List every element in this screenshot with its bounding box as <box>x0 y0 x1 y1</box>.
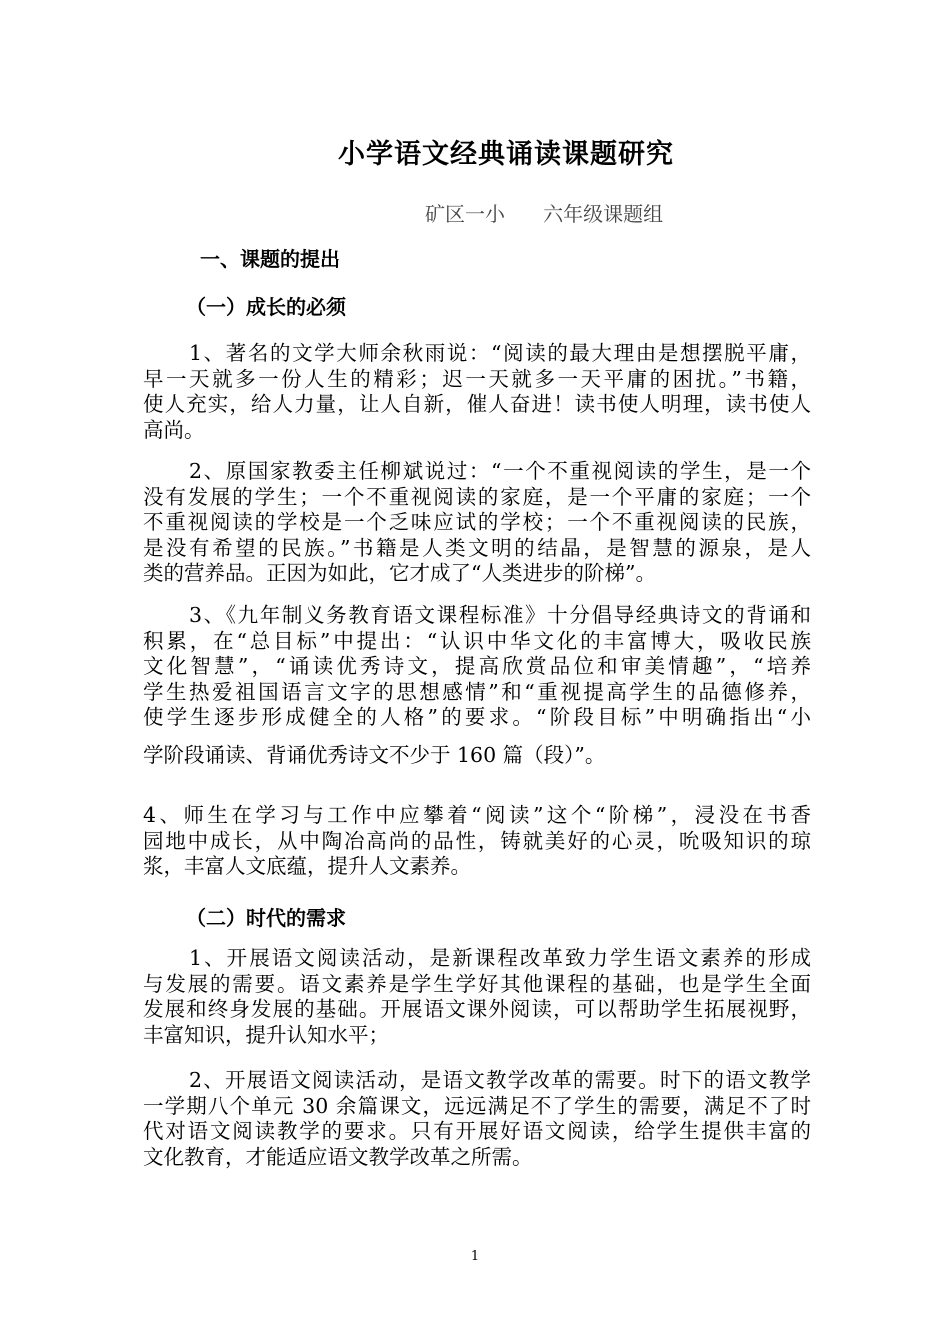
paragraph-line: 文化智慧”，“诵读优秀诗文，提高欣赏品位和审美情趣”，“培养 <box>143 654 811 679</box>
paragraph-line: 园地中成长，从中陶冶高尚的品性，铸就美好的心灵，吮吸知识的琼 <box>143 828 811 853</box>
paragraph <box>143 946 811 1048</box>
paragraph <box>143 603 811 769</box>
paragraph-line: 发展和终身发展的基础。开展语文课外阅读，可以帮助学生拓展视野， <box>143 997 811 1022</box>
paragraph-line: 1、开展语文阅读活动，是新课程改革致力学生语文素养的形成 <box>189 946 811 970</box>
document-author: 矿区一小 六年级课题组 <box>425 202 664 226</box>
paragraph-line: 2、开展语文阅读活动，是语文教学改革的需要。时下的语文教学 <box>189 1068 811 1092</box>
paragraph-line: 使人充实，给人力量，让人自新，催人奋进！读书使人明理，读书使人 <box>143 392 811 417</box>
paragraph <box>143 341 811 443</box>
paragraph-line: 学阶段诵读、背诵优秀诗文不少于 160 篇（段）”。 <box>143 742 606 767</box>
paragraph <box>143 459 811 587</box>
paragraph <box>143 1068 811 1170</box>
paragraph-line: 没有发展的学生；一个不重视阅读的家庭，是一个平庸的家庭；一个 <box>143 484 811 509</box>
paragraph-line: 丰富知识，提升认知水平； <box>143 1022 389 1047</box>
page-number: 1 <box>470 1249 480 1264</box>
paragraph-line: 文化教育，才能适应语文教学改革之所需。 <box>143 1144 533 1169</box>
paragraph-line: 2、原国家教委主任柳斌说过：“一个不重视阅读的学生，是一个 <box>189 459 811 483</box>
paragraph-line: 早一天就多一份人生的精彩；迟一天就多一天平庸的困扰。”书籍， <box>143 366 811 391</box>
paragraph-line: 类的营养品。正因为如此，它才成了“人类进步的阶梯”。 <box>143 561 656 586</box>
paragraph-line: 是没有希望的民族。”书籍是人类文明的结晶，是智慧的源泉，是人 <box>143 535 811 560</box>
paragraph-line: 浆，丰富人文底蕴，提升人文素养。 <box>143 854 471 879</box>
section-heading: 一、课题的提出 <box>200 247 340 271</box>
paragraph-line: 不重视阅读的学校是一个乏味应试的学校；一个不重视阅读的民族， <box>143 510 811 535</box>
paragraph-line: 积累，在“总目标”中提出：“认识中华文化的丰富博大，吸收民族 <box>143 628 811 653</box>
paragraph-line: 一学期八个单元 30 余篇课文，远远满足不了学生的需要，满足不了时 <box>143 1093 811 1118</box>
document-title: 小学语文经典诵读课题研究 <box>338 139 674 170</box>
paragraph-line: 学生热爱祖国语言文字的思想感情”和“重视提高学生的品德修养， <box>143 679 811 704</box>
paragraph-line: 3、《九年制义务教育语文课程标准》十分倡导经典诗文的背诵和 <box>189 603 811 627</box>
paragraph-line: 与发展的需要。语文素养是学生学好其他课程的基础，也是学生全面 <box>143 971 811 996</box>
paragraph-line: 1、著名的文学大师余秋雨说：“阅读的最大理由是想摆脱平庸， <box>189 341 811 365</box>
subsection-heading-growth: （一）成长的必须 <box>186 295 346 319</box>
paragraph-line: 4、师生在学习与工作中应攀着“阅读”这个“阶梯”，浸没在书香 <box>143 803 811 827</box>
paragraph-line: 代对语文阅读教学的要求。只有开展好语文阅读，给学生提供丰富的 <box>143 1119 811 1144</box>
paragraph-line: 使学生逐步形成健全的人格”的要求。“阶段目标”中明确指出“小 <box>143 705 811 730</box>
paragraph-line: 高尚。 <box>143 417 205 442</box>
paragraph <box>143 803 811 880</box>
subsection-heading-era: （二）时代的需求 <box>186 906 346 930</box>
